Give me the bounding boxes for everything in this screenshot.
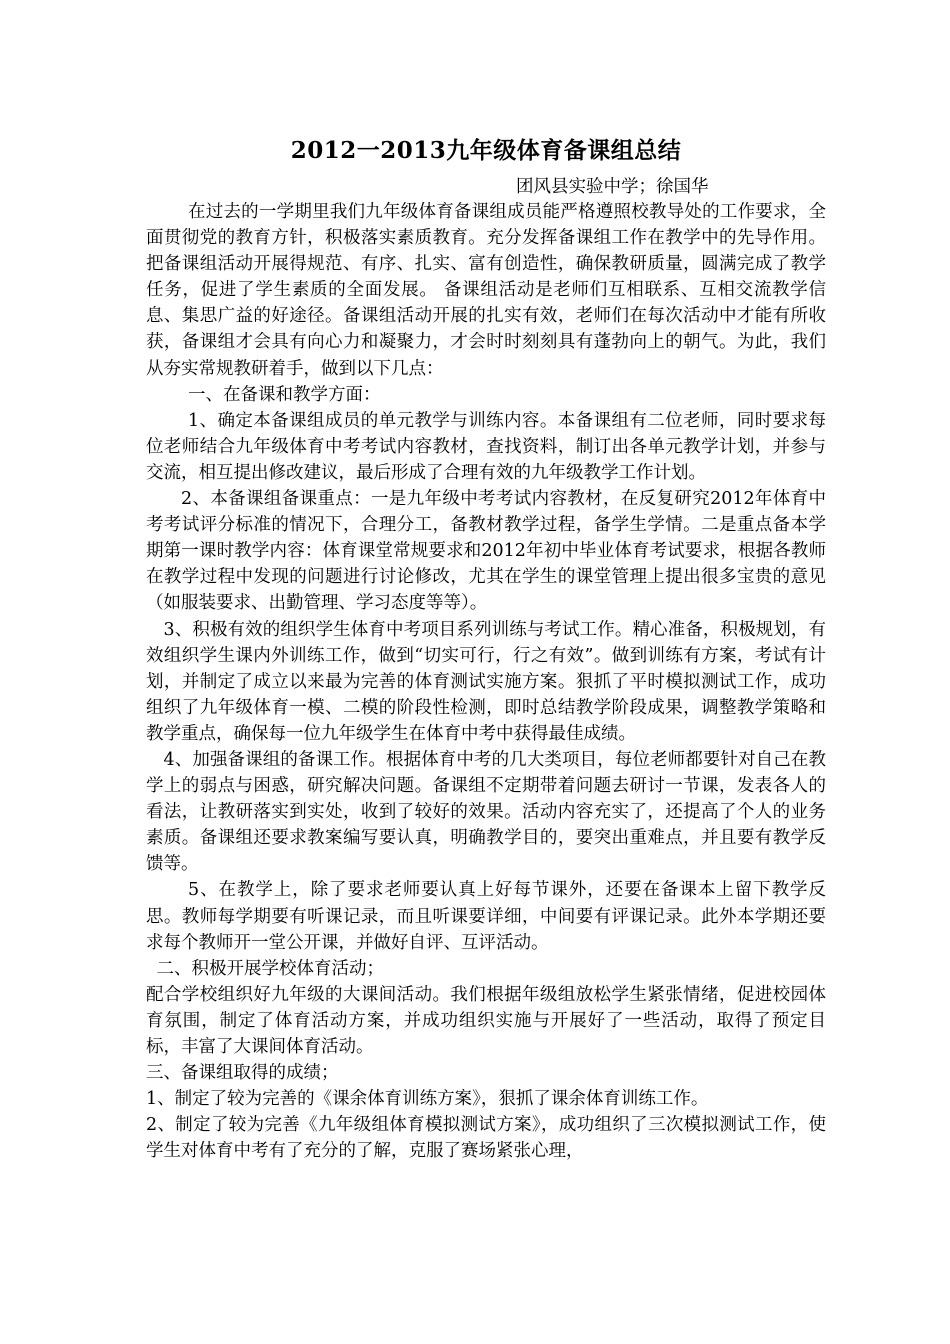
activity-paragraph: 配合学校组织好九年级的大课间活动。我们根据年级组放松学生紧张情绪，促进校园体育氛围，制定了体育活动方案，并成功组织实施与开展好了一些活动，取得了预定目标，丰富了大课间体育活动。 <box>146 984 826 1057</box>
document-page <box>146 0 826 1344</box>
achievement-item-1: 1、制定了较为完善的《课余体育训练方案》，狠抓了课余体育训练工作。 <box>146 1089 709 1110</box>
item-paragraph-5: 5、在教学上，除了要求老师要认真上好每节课外，还要在备课本上留下教学反思。教师每学期要有听课记录，而且听课要详细，中间要有评课记录。此外本学期还要求每个教师开一堂公开课，并做好自评、互评活动。 <box>146 880 826 953</box>
section-heading-3: 三、备课组取得的成绩； <box>146 1063 339 1084</box>
document-body <box>146 199 826 1164</box>
item-paragraph-4: 4、加强备课组的备课工作。根据体育中考的几大类项目，每位老师都要针对自己在教学上的弱点与困惑，研究解决问题。备课组不定期带着问题去研讨一节课，发表各人的看法，让教研落实到实处，收到了较好的效果。活动内容充实了，还提高了个人的业务素质。备课组还要求教案编写要认真，明确教学目的，要突出重难点，并且要有教学反馈等。 <box>146 749 826 875</box>
section-heading-2: 二、积极开展学校体育活动； <box>156 958 384 979</box>
section-heading-1: 一、在备课和教学方面： <box>188 384 381 405</box>
item-paragraph-3: 3、积极有效的组织学生体育中考项目系列训练与考试工作。精心准备，积极规划，有效组织学生课内外训练工作，做到“切实可行，行之有效”。做到训练有方案，考试有计划，并制定了成立以来最为完善的体育测试实施方案。狠抓了平时模拟测试工作，成功组织了九年级体育一模、二模的阶段性检测，即时总结教学阶段成果，调整教学策略和教学重点，确保每一位九年级学生在体育中考中获得最佳成绩。 <box>146 619 826 744</box>
item-paragraph-1: 1、确定本备课组成员的单元教学与训练内容。本备课组有二位老师，同时要求每位老师结合九年级体育中考考试内容教材，查找资料，制订出各单元教学计划，并参与交流，相互提出修改建议，最后形成了合理有效的九年级教学工作计划。 <box>146 410 826 483</box>
document-title: 2012一2013九年级体育备课组总结 <box>290 137 682 164</box>
author-line: 团风县实验中学；徐国华 <box>516 177 709 197</box>
intro-paragraph: 在过去的一学期里我们九年级体育备课组成员能严格遵照校教导处的工作要求，全面贯彻党的教育方针，积极落实素质教育。充分发挥备课组工作在教学中的先导作用。把备课组活动开展得规范、有序、扎实、富有创造性，确保教研质量，圆满完成了教学任务，促进了学生素质的全面发展。 备课组活动是老师们互相联系、互相交流教学信息、集思广益的好途径。备课组活动开展的扎实有效，老师们在每次活动中才能有所收获，备课组才会具有向心力和凝聚力，才会时时刻刻具有蓬勃向上的朝气。为此，我们从夯实常规教研着手，做到以下几点： <box>146 202 826 379</box>
item-paragraph-2: 2、本备课组备课重点：一是九年级中考考试内容教材，在反复研究2012年体育中考考试评分标准的情况下，合理分工，备教材教学过程，备学生学情。二是重点备本学期第一课时教学内容：体育课堂常规要求和2012年初中毕业体育考试要求，根据各教师在教学过程中发现的问题进行讨论修改，尤其在学生的课堂管理上提出很多宝贵的意见（如服装要求、出勤管理、学习态度等等）。 <box>146 489 826 614</box>
achievement-item-2: 2、制定了较为完善《九年级组体育模拟测试方案》，成功组织了三次模拟测试工作，使学生对体育中考有了充分的了解，克服了赛场紧张心理， <box>146 1115 826 1162</box>
